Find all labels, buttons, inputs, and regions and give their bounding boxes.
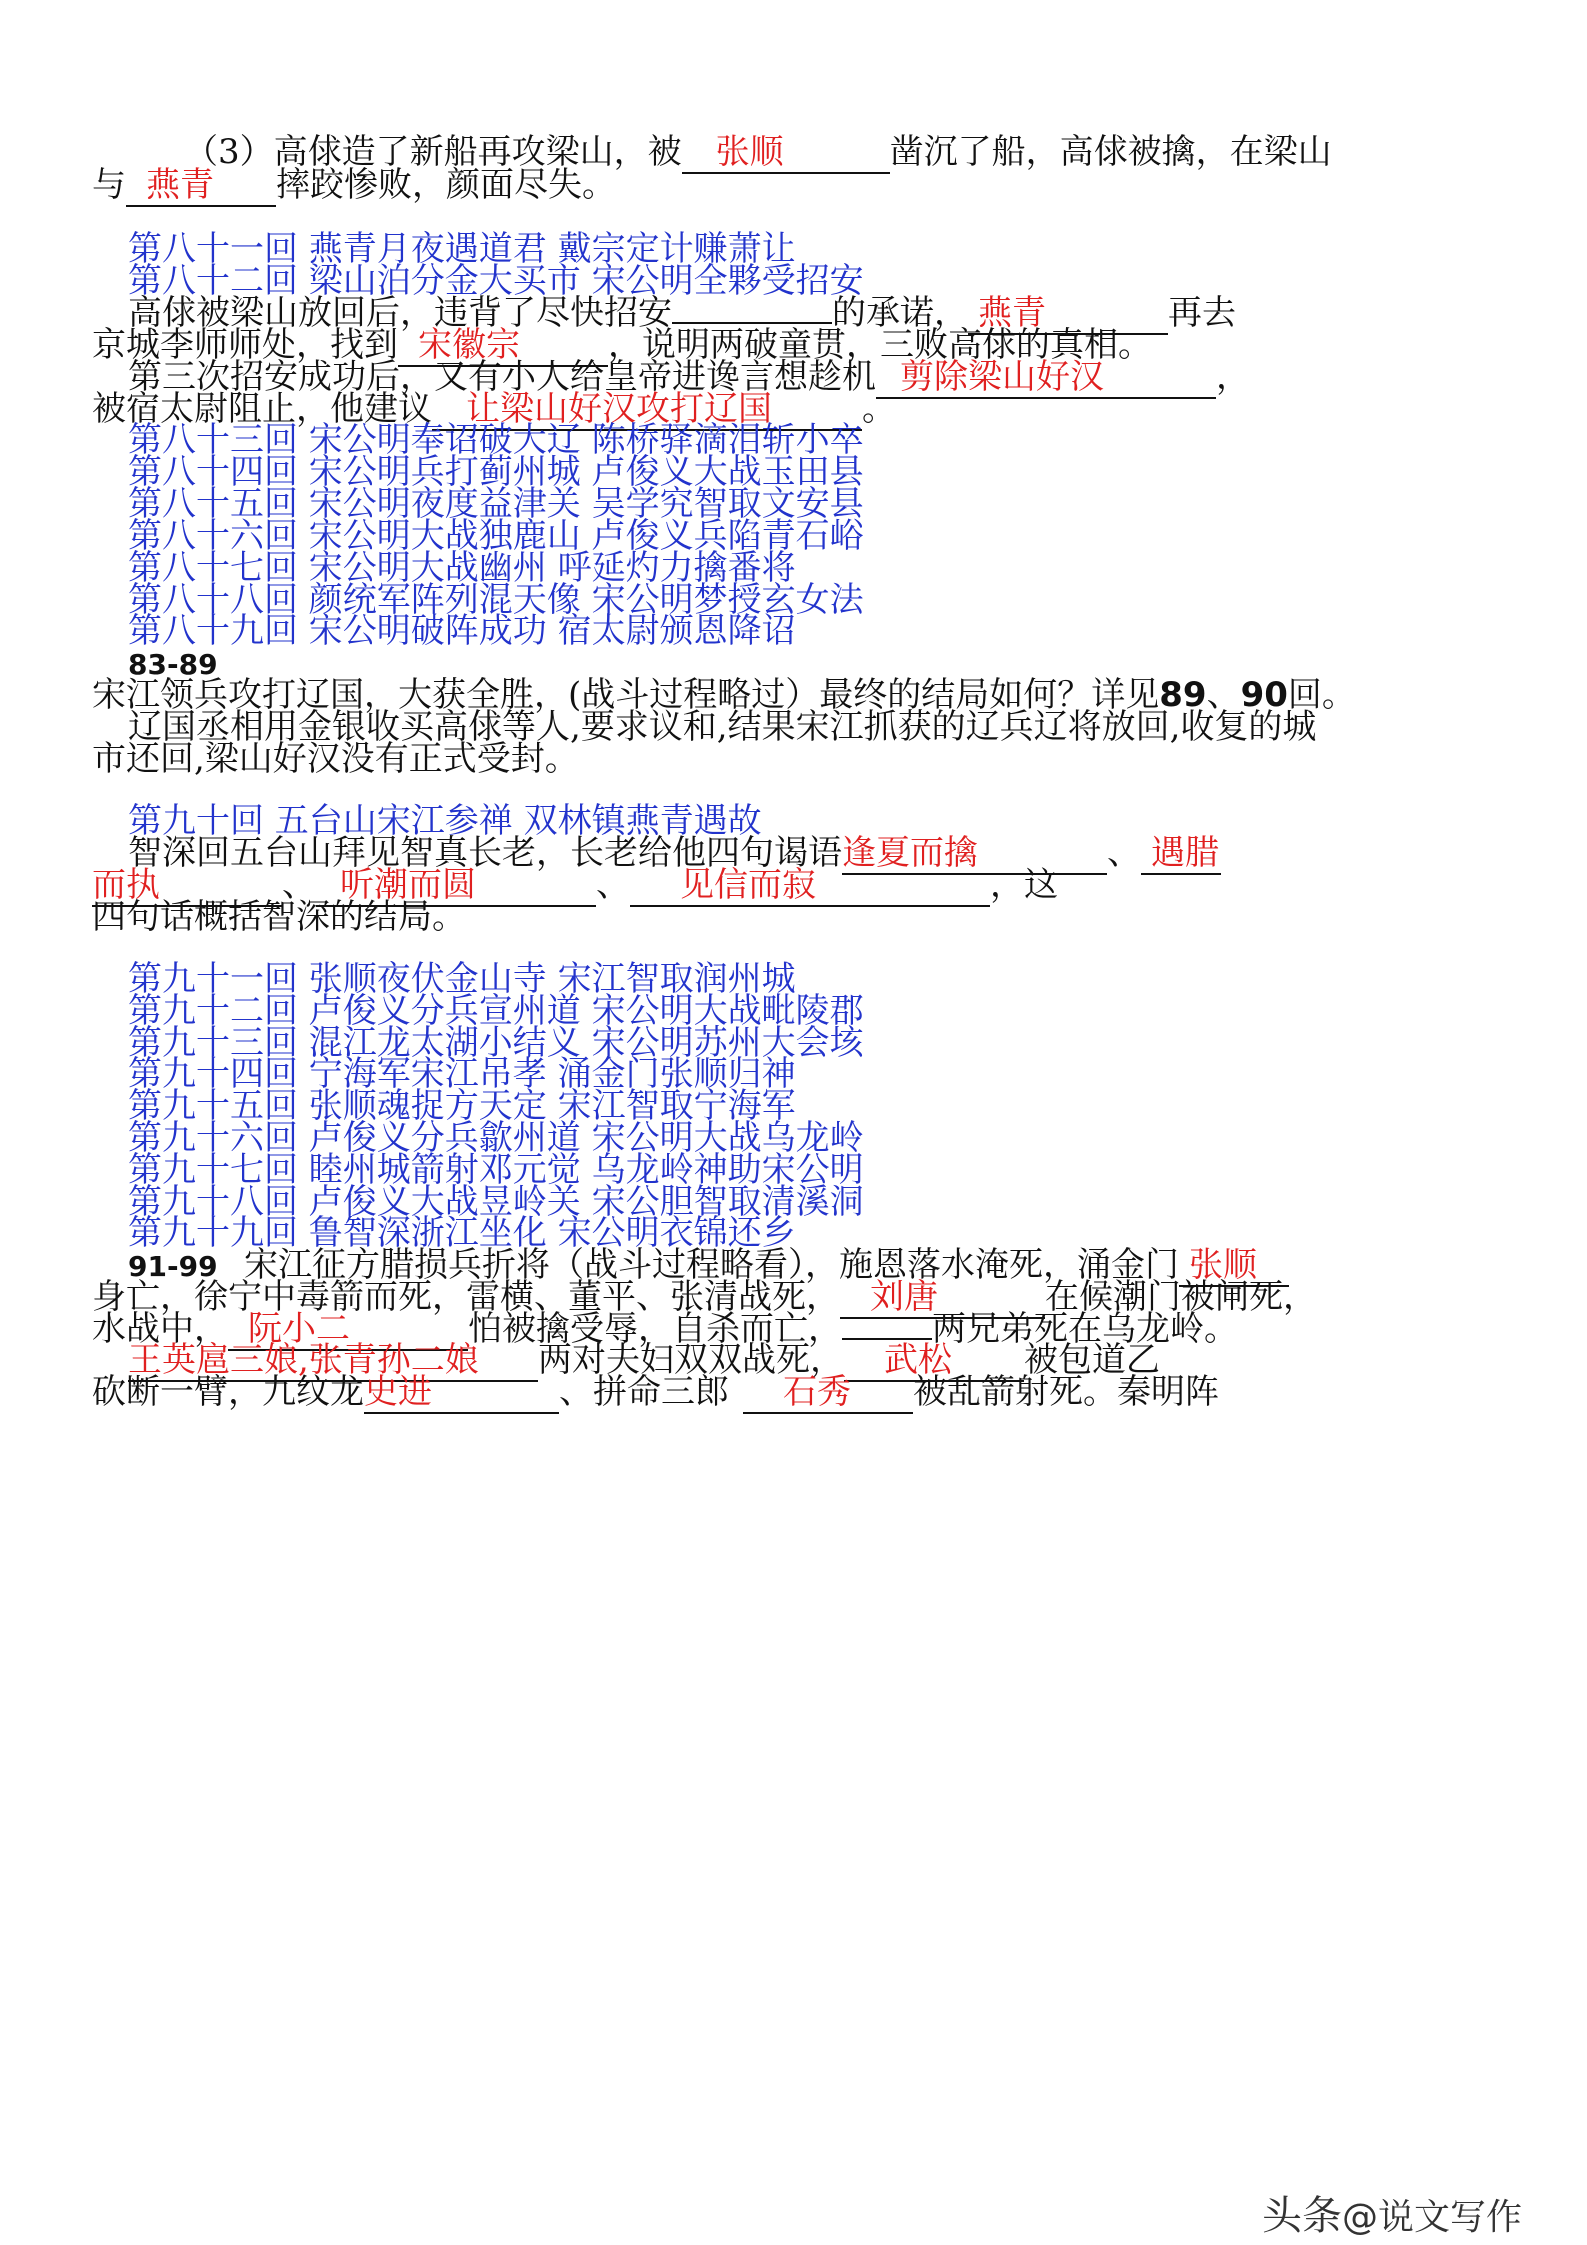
answer: 燕青 xyxy=(978,293,1046,333)
text: 第三次招安成功后，又有小人给皇帝进谗言想趁机 xyxy=(128,357,876,397)
chapter-title: 第九十一回 张顺夜伏金山寺 宋江智取润州城 xyxy=(128,959,796,999)
text: 的承诺， xyxy=(832,293,968,333)
chapter-title: 第九十回 五台山宋江参禅 双林镇燕青遇故 xyxy=(128,801,762,841)
text-line: 市还回,梁山好汉没有正式受封。 xyxy=(92,739,579,779)
text: 宋江领兵攻打辽国，大获全胜，(战斗过程略过）最终的结局如何？详见 xyxy=(92,675,1160,715)
text: 智深回五台山拜见智真长老，长老给他四句谒语 xyxy=(128,833,842,873)
text: 、 xyxy=(1206,675,1241,715)
chapter-title: 第八十二回 梁山泊分金大买市 宋公明全夥受招安 xyxy=(128,261,864,301)
chapter-range: 91-99 xyxy=(128,1250,218,1283)
text: 、拼命三郎 xyxy=(559,1372,729,1412)
answer: 见信而寂 xyxy=(680,865,816,905)
text: ，这 xyxy=(990,865,1058,905)
text: （3）高俅造了新船再攻梁山，被 xyxy=(184,132,682,172)
text: 凿沉了船，高俅被擒，在梁山 xyxy=(889,132,1332,172)
text: 京城李师师处，找到 xyxy=(92,325,398,365)
text: 两对夫妇双双战死， xyxy=(538,1340,844,1380)
chapter-range: 83-89 xyxy=(128,648,218,681)
text-line xyxy=(92,1370,1472,1414)
text: 。 xyxy=(862,389,896,429)
answer: 让梁山好汉攻打辽国 xyxy=(466,389,772,429)
text: ， xyxy=(1216,357,1250,397)
text: 水战中， xyxy=(92,1309,228,1349)
answer: 剪除梁山好汉 xyxy=(900,357,1104,397)
text-line: 辽国丞相用金银收买高俅等人,要求议和,结果宋江抓获的辽兵辽将放回,收复的城 xyxy=(128,707,1317,747)
text: 摔跤惨败，颜面尽失。 xyxy=(276,165,616,205)
chapter-title: 第九十三回 混江龙太湖小结义 宋公明苏州大会垓 xyxy=(128,1023,864,1063)
chapter-title: 第九十二回 卢俊义分兵宣州道 宋公明大战毗陵郡 xyxy=(128,991,864,1031)
chapter-title: 第九十五回 张顺魂捉方天定 宋江智取宁海军 xyxy=(128,1086,796,1126)
text: 砍断一臂，九纹龙 xyxy=(92,1372,364,1412)
chapter-title: 第九十九回 鲁智深浙江坐化 宋公明衣锦还乡 xyxy=(128,1213,796,1253)
answer: 史进 xyxy=(364,1372,432,1412)
answer: 刘唐 xyxy=(870,1277,938,1317)
answer: 王英扈三娘,张青孙二娘 xyxy=(128,1340,479,1380)
text: 、 xyxy=(1107,833,1141,873)
text: 在候潮门被闸死， xyxy=(1045,1277,1317,1317)
chapter-title: 第八十七回 宋公明大战幽州 呼延灼力擒番将 xyxy=(128,548,796,588)
watermark-handle: @说文写作 xyxy=(1342,2197,1523,2238)
text: 身亡，徐宁中毒箭而死，雷横、董平、张清战死， xyxy=(92,1277,840,1317)
text-line: 四句话概括智深的结局。 xyxy=(92,897,466,937)
answer-blank xyxy=(126,165,276,207)
answer: 逢夏而擒 xyxy=(842,833,978,873)
number: 89 xyxy=(1159,675,1207,715)
chapter-title: 第九十七回 睦州城箭射邓元觉 乌龙岭神助宋公明 xyxy=(128,1150,864,1190)
chapter-title: 第九十六回 卢俊义分兵歙州道 宋公明大战乌龙岭 xyxy=(128,1118,864,1158)
answer: 石秀 xyxy=(783,1372,851,1412)
answer: 张顺 xyxy=(715,132,784,172)
answer: 燕青 xyxy=(146,165,214,205)
chapter-title: 第八十六回 宋公明大战独鹿山 卢俊义兵陷青石峪 xyxy=(128,516,864,556)
text: 被包道乙 xyxy=(1024,1340,1160,1380)
text: 怕被擒受辱，自杀而亡， xyxy=(468,1309,842,1349)
answer: 武松 xyxy=(884,1340,952,1380)
text: 与 xyxy=(92,165,126,205)
text: 被乱箭射死。秦明阵 xyxy=(913,1372,1219,1412)
chapter-title: 第八十九回 宋公明破阵成功 宿太尉颁恩降诏 xyxy=(128,611,796,651)
chapter-title: 第九十四回 宁海军宋江吊孝 涌金门张顺归神 xyxy=(128,1054,796,1094)
chapter-title: 第八十五回 宋公明夜度益津关 吴学究智取文安县 xyxy=(128,484,864,524)
number: 90 xyxy=(1240,675,1288,715)
chapter-title: 第八十三回 宋公明奉诏破大辽 陈桥驿滴泪斩小卒 xyxy=(128,420,864,460)
answer: 听潮而圆 xyxy=(340,865,476,905)
answer-blank xyxy=(743,1372,913,1414)
answer: 遇腊 xyxy=(1151,833,1219,873)
text: 再去 xyxy=(1168,293,1236,333)
text: 宋江征方腊损兵折将（战斗过程略看），施恩落水淹死，涌金门 xyxy=(244,1245,1179,1285)
chapter-title: 第八十四回 宋公明兵打蓟州城 卢俊义大战玉田县 xyxy=(128,452,864,492)
chapter-title: 第八十一回 燕青月夜遇道君 戴宗定计赚萧让 xyxy=(128,229,796,269)
answer-blank xyxy=(364,1372,559,1414)
answer: 张顺 xyxy=(1189,1245,1257,1285)
chapter-title: 第八十八回 颜统军阵列混天像 宋公明梦授玄女法 xyxy=(128,580,864,620)
text: 回。 xyxy=(1287,675,1356,715)
text: 两兄弟死在乌龙岭。 xyxy=(932,1309,1238,1349)
answer: 而执 xyxy=(92,865,160,905)
text-line xyxy=(92,163,1472,207)
text: 高俅被梁山放回后，违背了尽快招安 xyxy=(128,293,672,333)
answer: 宋徽宗 xyxy=(418,325,520,365)
watermark xyxy=(1262,2184,1522,2241)
answer: 阮小二 xyxy=(248,1309,350,1349)
chapter-title: 第九十八回 卢俊义大战昱岭关 宋公胆智取清溪洞 xyxy=(128,1182,864,1222)
text: 、 xyxy=(596,865,630,905)
text: 、 xyxy=(282,865,316,905)
text: ，说明两破童贯，三败高俅的真相。 xyxy=(608,325,1152,365)
text: 被宿太尉阻止，他建议 xyxy=(92,389,432,429)
watermark-brand: 头条 xyxy=(1262,2193,1342,2239)
